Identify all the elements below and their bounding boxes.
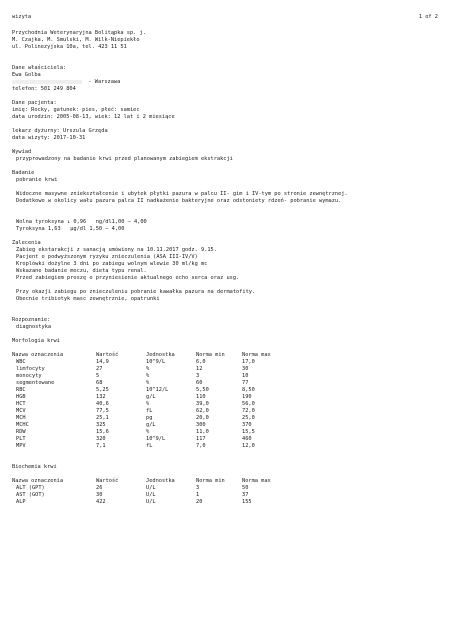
morphology-heading: Morfologia krwi bbox=[12, 338, 60, 344]
column-header: Nazwa oznaczenia bbox=[12, 352, 64, 358]
table-cell: 72,0 bbox=[242, 408, 255, 414]
table-cell: 25,0 bbox=[242, 415, 255, 421]
table-cell: 300 bbox=[196, 422, 206, 428]
table-cell: 5 bbox=[96, 373, 100, 379]
table-cell: 7,1 bbox=[96, 443, 106, 449]
table-cell: 77 bbox=[242, 380, 249, 386]
table-row bbox=[12, 387, 288, 394]
page-header bbox=[12, 14, 438, 22]
diagnosis-text: diagnostyka bbox=[16, 324, 52, 330]
table-cell: MCV bbox=[16, 408, 26, 414]
column-header: Wartość bbox=[96, 478, 119, 484]
morphology-table bbox=[12, 352, 288, 450]
table-cell: 117 bbox=[196, 436, 206, 442]
column-header: Jednostka bbox=[146, 352, 175, 358]
interview-text: przyprowadzony na badanie krwi przed planowanym zabiegiem ekstrakcji bbox=[16, 156, 233, 162]
patient-info: imię: Rocky, gatunek: pies, płeć: samiec bbox=[12, 107, 140, 113]
table-cell: 56,0 bbox=[242, 401, 255, 407]
owner-name-text: Ewa Golba bbox=[12, 72, 41, 78]
table-row bbox=[12, 401, 288, 408]
table-row bbox=[12, 359, 288, 366]
table-cell: MCH bbox=[16, 415, 26, 421]
table-cell: 20,0 bbox=[196, 415, 209, 421]
table-cell: 12,0 bbox=[242, 443, 255, 449]
table-cell: % bbox=[146, 380, 150, 386]
column-header: Wartość bbox=[96, 352, 119, 358]
table-cell: U/L bbox=[146, 492, 156, 498]
table-cell: 15,5 bbox=[242, 429, 255, 435]
table-cell: MCHC bbox=[16, 422, 29, 428]
table-cell: RDW bbox=[16, 429, 26, 435]
table-cell: MPV bbox=[16, 443, 26, 449]
table-cell: 10 bbox=[242, 373, 249, 379]
table-cell: U/L bbox=[146, 499, 156, 505]
table-header-row bbox=[12, 352, 288, 359]
table-cell: 3 bbox=[196, 485, 200, 491]
thyroxine-total: Tyroksyna 1,63 µg/dl 1,50 – 4,00 bbox=[16, 226, 125, 232]
exam-text: pobranie krwi bbox=[16, 177, 58, 183]
owner-address bbox=[12, 79, 440, 86]
patient-birth: data urodzin: 2005-08-13, wiek: 12 lat i 2 miesiące bbox=[12, 114, 175, 120]
owner-heading: Dane właściciela: bbox=[12, 65, 67, 71]
table-cell: 370 bbox=[242, 422, 252, 428]
recommendation-5: Przed zabiegiem proszę o przyniesienie aktualnego echo serca oraz usg. bbox=[16, 275, 240, 281]
clinic-name: Przychodnia Weterynaryjna Bolitąpka sp. j. bbox=[12, 30, 146, 36]
table-cell: ALT (GPT) bbox=[16, 485, 45, 491]
table-header-row bbox=[12, 478, 288, 485]
document-body bbox=[12, 30, 440, 506]
table-cell: HGB bbox=[16, 394, 26, 400]
recommendation-3: Kroplówki dożylne 3 dni po zabiegu wolnym wlewie 30 ml/kg mc bbox=[16, 261, 208, 267]
thyroxine-free: Wolna tyroksyna ↓ 0,96 ng/dl1,00 – 4,00 bbox=[16, 219, 147, 225]
table-cell: 3 bbox=[196, 373, 200, 379]
table-cell: 77,5 bbox=[96, 408, 109, 414]
table-cell: 7,0 bbox=[196, 443, 206, 449]
table-cell: 8,50 bbox=[242, 387, 255, 393]
table-row bbox=[12, 485, 288, 492]
column-header: Norma max bbox=[242, 352, 271, 358]
column-header: Norma min bbox=[196, 352, 225, 358]
table-cell: fL bbox=[146, 408, 153, 414]
table-cell: 14,9 bbox=[96, 359, 109, 365]
column-header: Norma max bbox=[242, 478, 271, 484]
table-cell: % bbox=[146, 373, 150, 379]
biochemistry-heading: Biochemia krwi bbox=[12, 464, 57, 470]
exam-heading: Badanie bbox=[12, 170, 35, 176]
recommendation-2: Pacjent o podwyższonym ryzyku znieczulenia (ASA III-IV/V) bbox=[16, 254, 198, 260]
owner-name bbox=[12, 72, 440, 79]
patient-heading: Dane pacjenta: bbox=[12, 100, 57, 106]
table-row bbox=[12, 436, 288, 443]
visit-date: data wizyty: 2017-10-31 bbox=[12, 135, 86, 141]
table-cell: limfocyty bbox=[16, 366, 45, 372]
table-row bbox=[12, 443, 288, 450]
table-cell: 5,50 bbox=[196, 387, 209, 393]
table-row bbox=[12, 429, 288, 436]
table-cell: fL bbox=[146, 443, 153, 449]
table-cell: % bbox=[146, 429, 150, 435]
exam-note-2: Dodatkowo w okolicy wału pazura palca II nadkażenie bakteryjne oraz odstoniety rdzeń- pobranie wymazu. bbox=[16, 198, 342, 204]
table-cell: 50 bbox=[242, 485, 249, 491]
column-header: Norma min bbox=[196, 478, 225, 484]
redacted-address bbox=[12, 80, 82, 84]
table-cell: 39,0 bbox=[196, 401, 209, 407]
table-row bbox=[12, 408, 288, 415]
table-row bbox=[12, 422, 288, 429]
table-row bbox=[12, 415, 288, 422]
table-cell: ALP bbox=[16, 499, 26, 505]
table-row bbox=[12, 366, 288, 373]
exam-note-1: Widoczne masywne zniekształcenie i ubytek płytki pazura w palcu II- gim i IV-tym po stronie zewnętrznej. bbox=[16, 191, 348, 197]
table-cell: 25,1 bbox=[96, 415, 109, 421]
header-title: wizyta bbox=[12, 14, 32, 20]
visit-doctor: lekarz dyżurny: Urszula Grzęda bbox=[12, 128, 108, 134]
table-cell: 26 bbox=[96, 485, 103, 491]
table-cell: 37 bbox=[242, 492, 249, 498]
table-row bbox=[12, 373, 288, 380]
page-number: 1 of 2 bbox=[418, 14, 438, 20]
table-cell: 15,6 bbox=[96, 429, 109, 435]
table-cell: 11,0 bbox=[196, 429, 209, 435]
table-cell: 30 bbox=[96, 492, 103, 498]
table-cell: 110 bbox=[196, 394, 206, 400]
recommendations-heading: Zalecenia bbox=[12, 240, 41, 246]
table-cell: HCT bbox=[16, 401, 26, 407]
table-cell: 190 bbox=[242, 394, 252, 400]
recommendation-4: Wskazane badanie moczu, dieta typu renal. bbox=[16, 268, 147, 274]
table-cell: 60 bbox=[196, 380, 203, 386]
table-cell: U/L bbox=[146, 485, 156, 491]
table-cell: % bbox=[146, 366, 150, 372]
owner-city: - Warszawa bbox=[88, 79, 121, 85]
table-cell: 40,6 bbox=[96, 401, 109, 407]
table-cell: 132 bbox=[96, 394, 106, 400]
table-cell: g/L bbox=[146, 422, 156, 428]
owner-phone: telefon: 501 249 804 bbox=[12, 86, 76, 92]
interview-heading: Wywiad bbox=[12, 149, 32, 155]
recommendation-7: Obecnie tribiotyk masc zewnętrznie, opatrunki bbox=[16, 296, 160, 302]
biochemistry-table bbox=[12, 478, 288, 506]
table-cell: 30 bbox=[242, 366, 249, 372]
table-row bbox=[12, 394, 288, 401]
table-cell: PLT bbox=[16, 436, 26, 442]
table-cell: 10^9/L bbox=[146, 436, 166, 442]
table-cell: 27 bbox=[96, 366, 103, 372]
table-row bbox=[12, 380, 288, 387]
clinic-address: ul. Polinezyjska 10a, tel. 423 11 51 bbox=[12, 44, 127, 50]
recommendation-6: Przy okazji zabiegu po znieczuleniu pobranie kawałka pazura na dermatofity. bbox=[16, 289, 256, 295]
table-cell: 155 bbox=[242, 499, 252, 505]
table-cell: 10^9/L bbox=[146, 359, 166, 365]
table-cell: pg bbox=[146, 415, 153, 421]
table-row bbox=[12, 499, 288, 506]
table-cell: 320 bbox=[96, 436, 106, 442]
table-cell: 6,0 bbox=[196, 359, 206, 365]
table-row bbox=[12, 492, 288, 499]
table-cell: 17,0 bbox=[242, 359, 255, 365]
table-cell: segmentowane bbox=[16, 380, 55, 386]
table-cell: 460 bbox=[242, 436, 252, 442]
table-cell: 325 bbox=[96, 422, 106, 428]
column-header: Nazwa oznaczenia bbox=[12, 478, 64, 484]
table-cell: 10^12/L bbox=[146, 387, 169, 393]
table-cell: 5,25 bbox=[96, 387, 109, 393]
table-cell: WBC bbox=[16, 359, 26, 365]
table-cell: 62,0 bbox=[196, 408, 209, 414]
table-cell: RBC bbox=[16, 387, 26, 393]
table-cell: 1 bbox=[196, 492, 200, 498]
table-cell: 68 bbox=[96, 380, 103, 386]
table-cell: AST (GOT) bbox=[16, 492, 45, 498]
table-cell: 12 bbox=[196, 366, 203, 372]
table-cell: g/L bbox=[146, 394, 156, 400]
recommendation-1: Zabieg ekstarakcji z sanacją umówiony na 10.11.2017 godz. 9.15. bbox=[16, 247, 217, 253]
table-cell: 422 bbox=[96, 499, 106, 505]
diagnosis-heading: Rozpoznanie: bbox=[12, 317, 51, 323]
table-cell: monocyty bbox=[16, 373, 42, 379]
table-cell: 20 bbox=[196, 499, 203, 505]
column-header: Jednostka bbox=[146, 478, 175, 484]
clinic-doctors: M. Czajka, M. Smulski, M. Wilk-Niepiekło bbox=[12, 37, 140, 43]
table-cell: % bbox=[146, 401, 150, 407]
